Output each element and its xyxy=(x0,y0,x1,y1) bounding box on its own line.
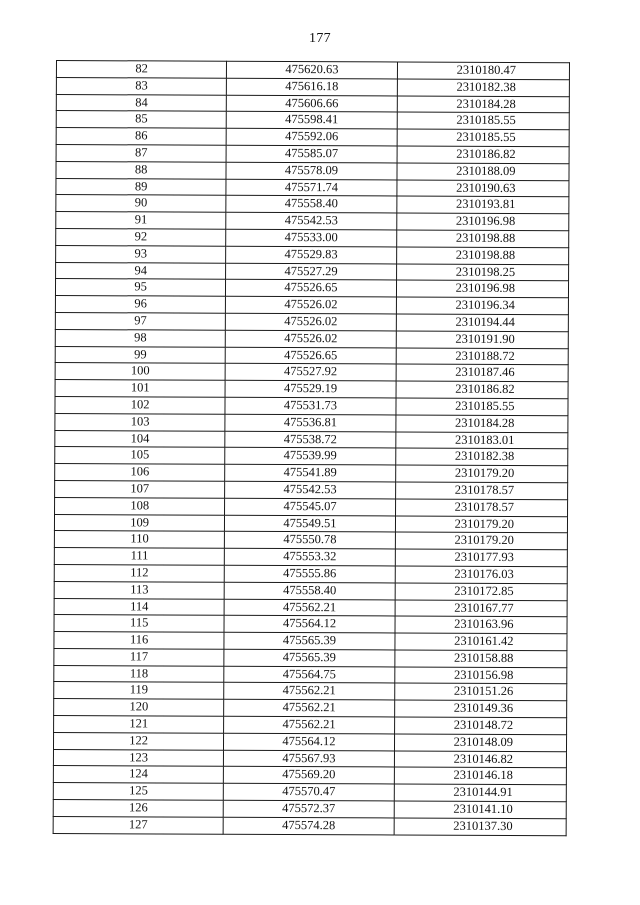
x-coordinate-cell: 475564.75 xyxy=(224,666,394,684)
point-number-cell: 91 xyxy=(56,212,226,230)
y-coordinate-cell: 2310196.98 xyxy=(396,213,568,231)
point-number-cell: 89 xyxy=(56,178,226,196)
x-coordinate-cell: 475567.93 xyxy=(224,750,394,768)
table-row xyxy=(54,564,567,583)
x-coordinate-cell: 475527.29 xyxy=(226,263,396,281)
y-coordinate-cell: 2310191.90 xyxy=(396,331,568,349)
y-coordinate-cell: 2310184.28 xyxy=(397,96,569,114)
y-coordinate-cell: 2310163.96 xyxy=(395,616,567,634)
table-row xyxy=(55,464,568,483)
x-coordinate-cell: 475555.86 xyxy=(225,565,395,583)
table-row xyxy=(53,766,566,785)
x-coordinate-cell: 475558.40 xyxy=(226,196,396,214)
y-coordinate-cell: 2310144.91 xyxy=(394,784,566,802)
y-coordinate-cell: 2310188.09 xyxy=(397,163,569,181)
y-coordinate-cell: 2310146.82 xyxy=(394,751,566,769)
point-number-cell: 86 xyxy=(56,128,226,146)
y-coordinate-cell: 2310185.55 xyxy=(397,129,569,147)
point-number-cell: 118 xyxy=(54,665,224,683)
point-number-cell: 111 xyxy=(54,548,224,566)
y-coordinate-cell: 2310198.25 xyxy=(396,264,568,282)
y-coordinate-cell: 2310185.55 xyxy=(397,112,569,130)
table-row xyxy=(55,430,568,449)
y-coordinate-cell: 2310198.88 xyxy=(396,230,568,248)
x-coordinate-cell: 475527.92 xyxy=(225,364,395,382)
coordinates-table xyxy=(53,60,570,836)
y-coordinate-cell: 2310167.77 xyxy=(395,599,567,617)
table-row xyxy=(55,447,568,466)
point-number-cell: 85 xyxy=(56,111,226,129)
table-row xyxy=(55,380,568,399)
y-coordinate-cell: 2310177.93 xyxy=(395,549,567,567)
y-coordinate-cell: 2310146.18 xyxy=(394,767,566,785)
y-coordinate-cell: 2310178.57 xyxy=(395,482,567,500)
table-row xyxy=(54,632,567,651)
x-coordinate-cell: 475542.53 xyxy=(226,212,396,230)
y-coordinate-cell: 2310186.82 xyxy=(396,381,568,399)
point-number-cell: 116 xyxy=(54,632,224,650)
point-number-cell: 119 xyxy=(54,682,224,700)
x-coordinate-cell: 475529.83 xyxy=(226,246,396,264)
point-number-cell: 107 xyxy=(55,480,225,498)
x-coordinate-cell: 475562.21 xyxy=(224,700,394,718)
x-coordinate-cell: 475558.40 xyxy=(224,582,394,600)
table-row xyxy=(55,363,568,382)
x-coordinate-cell: 475572.37 xyxy=(224,800,394,818)
y-coordinate-cell: 2310137.30 xyxy=(394,818,566,836)
x-coordinate-cell: 475529.19 xyxy=(225,380,395,398)
y-coordinate-cell: 2310184.28 xyxy=(396,415,568,433)
point-number-cell: 97 xyxy=(55,312,225,330)
table-row xyxy=(54,699,567,718)
point-number-cell: 108 xyxy=(55,497,225,515)
x-coordinate-cell: 475569.20 xyxy=(224,767,394,785)
point-number-cell: 114 xyxy=(54,598,224,616)
table-row xyxy=(54,682,567,701)
y-coordinate-cell: 2310198.88 xyxy=(396,247,568,265)
point-number-cell: 126 xyxy=(53,800,223,818)
point-number-cell: 98 xyxy=(55,329,225,347)
table-row xyxy=(54,531,567,550)
point-number-cell: 96 xyxy=(55,296,225,314)
x-coordinate-cell: 475565.39 xyxy=(224,649,394,667)
point-number-cell: 106 xyxy=(55,464,225,482)
x-coordinate-cell: 475616.18 xyxy=(227,78,397,96)
x-coordinate-cell: 475620.63 xyxy=(227,61,397,79)
page-number: 177 xyxy=(309,31,331,46)
x-coordinate-cell: 475565.39 xyxy=(224,632,394,650)
y-coordinate-cell: 2310151.26 xyxy=(394,683,566,701)
x-coordinate-cell: 475526.65 xyxy=(226,280,396,298)
y-coordinate-cell: 2310196.98 xyxy=(396,280,568,298)
point-number-cell: 109 xyxy=(54,514,224,532)
point-number-cell: 104 xyxy=(55,430,225,448)
x-coordinate-cell: 475578.09 xyxy=(226,162,396,180)
y-coordinate-cell: 2310196.34 xyxy=(396,297,568,315)
table-row xyxy=(53,816,566,835)
table-row xyxy=(53,800,566,819)
y-coordinate-cell: 2310178.57 xyxy=(395,499,567,517)
table-row xyxy=(53,783,566,802)
x-coordinate-cell: 475574.28 xyxy=(223,817,393,835)
x-coordinate-cell: 475526.02 xyxy=(226,313,396,331)
x-coordinate-cell: 475562.21 xyxy=(224,599,394,617)
y-coordinate-cell: 2310190.63 xyxy=(397,180,569,198)
table-row xyxy=(54,581,567,600)
table-row xyxy=(54,648,567,667)
point-number-cell: 102 xyxy=(55,396,225,414)
x-coordinate-cell: 475538.72 xyxy=(225,431,395,449)
table-row xyxy=(53,749,566,768)
x-coordinate-cell: 475542.53 xyxy=(225,481,395,499)
point-number-cell: 122 xyxy=(53,732,223,750)
x-coordinate-cell: 475526.02 xyxy=(226,330,396,348)
point-number-cell: 117 xyxy=(54,648,224,666)
y-coordinate-cell: 2310186.82 xyxy=(397,146,569,164)
x-coordinate-cell: 475531.73 xyxy=(225,397,395,415)
y-coordinate-cell: 2310161.42 xyxy=(395,633,567,651)
point-number-cell: 94 xyxy=(56,262,226,280)
y-coordinate-cell: 2310179.20 xyxy=(395,515,567,533)
y-coordinate-cell: 2310193.81 xyxy=(396,196,568,214)
y-coordinate-cell: 2310148.72 xyxy=(394,717,566,735)
point-number-cell: 121 xyxy=(54,716,224,734)
point-number-cell: 110 xyxy=(54,531,224,549)
x-coordinate-cell: 475606.66 xyxy=(227,95,397,113)
table-row xyxy=(54,548,567,567)
x-coordinate-cell: 475553.32 xyxy=(225,548,395,566)
point-number-cell: 112 xyxy=(54,564,224,582)
point-number-cell: 101 xyxy=(55,380,225,398)
table-row xyxy=(55,396,568,415)
y-coordinate-cell: 2310187.46 xyxy=(396,364,568,382)
x-coordinate-cell: 475562.21 xyxy=(224,683,394,701)
x-coordinate-cell: 475598.41 xyxy=(227,112,397,130)
table-row xyxy=(53,732,566,751)
y-coordinate-cell: 2310183.01 xyxy=(395,432,567,450)
table-row xyxy=(54,598,567,617)
coordinates-table-body xyxy=(53,61,569,836)
y-coordinate-cell: 2310182.38 xyxy=(395,448,567,466)
point-number-cell: 82 xyxy=(56,61,226,79)
point-number-cell: 88 xyxy=(56,161,226,179)
table-row xyxy=(55,413,568,432)
x-coordinate-cell: 475539.99 xyxy=(225,448,395,466)
y-coordinate-cell: 2310149.36 xyxy=(394,700,566,718)
table-row xyxy=(55,480,568,499)
x-coordinate-cell: 475533.00 xyxy=(226,229,396,247)
x-coordinate-cell: 475592.06 xyxy=(226,128,396,146)
point-number-cell: 83 xyxy=(56,77,226,95)
point-number-cell: 84 xyxy=(56,94,226,112)
x-coordinate-cell: 475536.81 xyxy=(225,414,395,432)
y-coordinate-cell: 2310180.47 xyxy=(397,62,569,80)
table-row xyxy=(54,716,567,735)
point-number-cell: 99 xyxy=(55,346,225,364)
x-coordinate-cell: 475562.21 xyxy=(224,716,394,734)
point-number-cell: 100 xyxy=(55,363,225,381)
y-coordinate-cell: 2310185.55 xyxy=(396,398,568,416)
table-row xyxy=(55,497,568,516)
y-coordinate-cell: 2310182.38 xyxy=(397,79,569,97)
table-row xyxy=(54,514,567,533)
y-coordinate-cell: 2310179.20 xyxy=(395,465,567,483)
y-coordinate-cell: 2310172.85 xyxy=(395,583,567,601)
x-coordinate-cell: 475526.02 xyxy=(226,296,396,314)
point-number-cell: 105 xyxy=(55,447,225,465)
y-coordinate-cell: 2310156.98 xyxy=(394,667,566,685)
point-number-cell: 113 xyxy=(54,581,224,599)
x-coordinate-cell: 475585.07 xyxy=(226,145,396,163)
x-coordinate-cell: 475545.07 xyxy=(225,498,395,516)
x-coordinate-cell: 475526.65 xyxy=(226,347,396,365)
y-coordinate-cell: 2310141.10 xyxy=(394,801,566,819)
point-number-cell: 124 xyxy=(53,766,223,784)
table-row xyxy=(54,615,567,634)
x-coordinate-cell: 475541.89 xyxy=(225,464,395,482)
point-number-cell: 127 xyxy=(53,816,223,834)
point-number-cell: 120 xyxy=(54,699,224,717)
table-row xyxy=(54,665,567,684)
point-number-cell: 125 xyxy=(53,783,223,801)
point-number-cell: 123 xyxy=(53,749,223,767)
point-number-cell: 93 xyxy=(56,245,226,263)
y-coordinate-cell: 2310148.09 xyxy=(394,734,566,752)
y-coordinate-cell: 2310176.03 xyxy=(395,566,567,584)
point-number-cell: 115 xyxy=(54,615,224,633)
y-coordinate-cell: 2310179.20 xyxy=(395,532,567,550)
x-coordinate-cell: 475564.12 xyxy=(224,616,394,634)
x-coordinate-cell: 475549.51 xyxy=(225,515,395,533)
y-coordinate-cell: 2310194.44 xyxy=(396,314,568,332)
point-number-cell: 95 xyxy=(55,279,225,297)
y-coordinate-cell: 2310158.88 xyxy=(395,650,567,668)
x-coordinate-cell: 475564.12 xyxy=(224,733,394,751)
point-number-cell: 87 xyxy=(56,144,226,162)
point-number-cell: 92 xyxy=(56,228,226,246)
y-coordinate-cell: 2310188.72 xyxy=(396,348,568,366)
x-coordinate-cell: 475550.78 xyxy=(225,532,395,550)
x-coordinate-cell: 475571.74 xyxy=(226,179,396,197)
point-number-cell: 90 xyxy=(56,195,226,213)
x-coordinate-cell: 475570.47 xyxy=(224,784,394,802)
point-number-cell: 103 xyxy=(55,413,225,431)
